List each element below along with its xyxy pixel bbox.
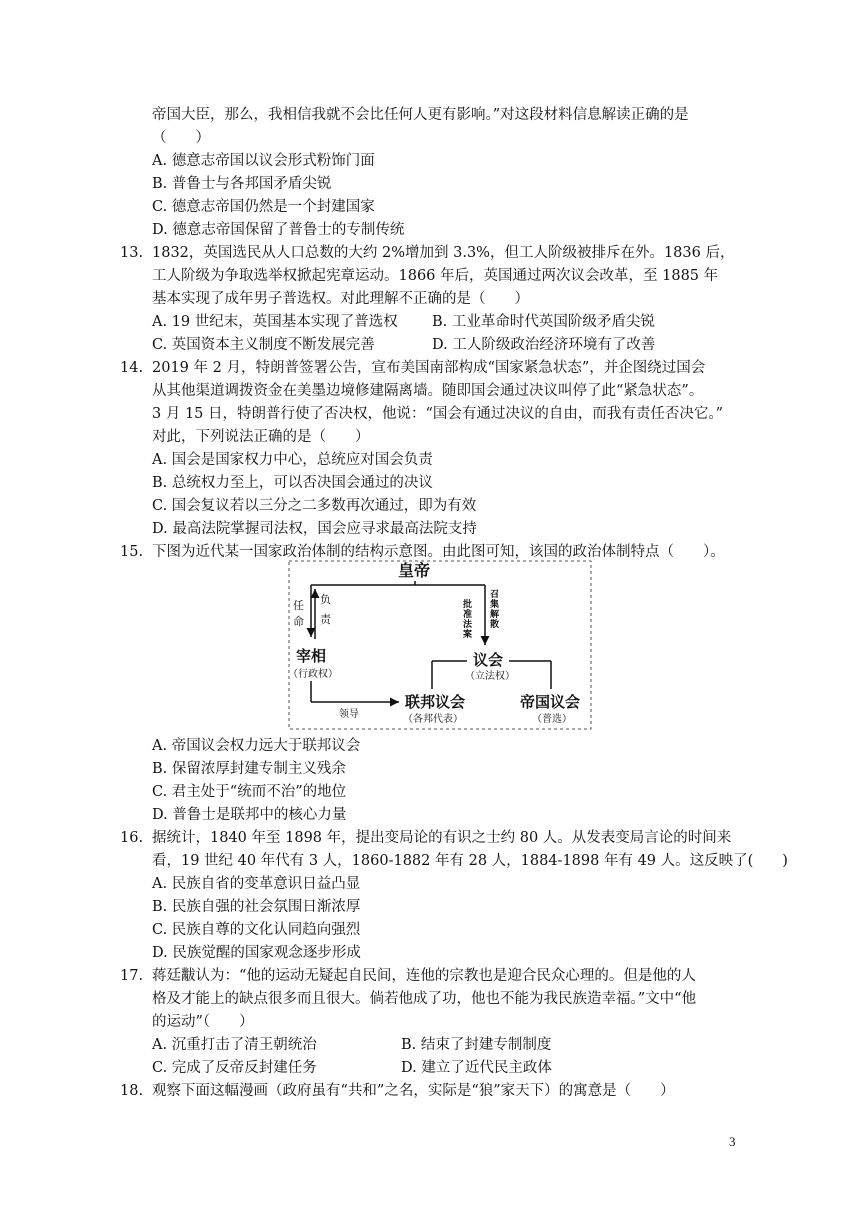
diagram-label-appoint: 任命	[293, 599, 304, 628]
q16-text-line: 据统计，1840 年至 1898 年，提出变局论的有识之士约 80 人。从发表变局言论的时间来	[152, 830, 732, 846]
q16-option-c: C. 民族自尊的文化认同趋向强烈	[152, 922, 361, 938]
q12-text-line: 帝国大臣，那么，我相信我就不会比任何人更有影响。”对这段材料信息解读正确的是	[152, 107, 689, 123]
q13-option-d: D. 工人阶级政治经济环境有了改善	[432, 337, 656, 353]
q17-number: 17.	[120, 968, 144, 984]
q17-option-a: A. 沉重打击了清王朝统治	[152, 1037, 317, 1053]
q14-option-d: D. 最高法院掌握司法权，国会应寻求最高法院支持	[152, 521, 477, 537]
q17-option-b: B. 结束了封建专制制度	[401, 1037, 552, 1053]
diagram-label-lead: 领导	[339, 709, 359, 720]
diagram-label-responsible: 负责	[320, 593, 331, 626]
q17-text-line: 蒋廷黻认为：“他的运动无疑起自民间，连他的宗教也是迎合民众心理的。但是他的人	[152, 968, 696, 984]
q16-option-d: D. 民族觉醒的国家观念逐步形成	[152, 945, 361, 961]
diagram-imperial-diet: 帝国议会	[520, 693, 581, 711]
q15-option-d: D. 普鲁士是联邦中的核心力量	[152, 807, 347, 823]
diagram-label-convene: 召集解散	[490, 590, 500, 630]
q15-option-c: C. 君主处于“统而不治”的地位	[152, 784, 347, 800]
q18-number: 18.	[120, 1083, 144, 1099]
q13-text-line: 基本实现了成年男子普选权。对此理解不正确的是（ ）	[152, 291, 529, 307]
q16-option-a: A. 民族自省的变革意识日益凸显	[152, 876, 361, 892]
q14-option-b: B. 总统权力至上，可以否决国会通过的决议	[152, 475, 433, 491]
q13-option-a: A. 19 世纪末，英国基本实现了普选权	[152, 314, 398, 330]
q14-text-line: 2019 年 2 月，特朗普签署公告，宣布美国南部构成“国家紧急状态”，并企图绕过国会	[152, 360, 706, 376]
q15-option-a: A. 帝国议会权力远大于联邦议会	[152, 738, 361, 754]
q13-text-line: 工人阶级为争取选举权掀起宪章运动。1866 年后，英国通过两次议会改革，至 1885 年	[152, 268, 719, 284]
diagram-parliament: 议会	[473, 651, 504, 669]
q15-option-b: B. 保留浓厚封建专制主义残余	[152, 761, 346, 777]
q12-answer-blank: （ ）	[152, 130, 210, 146]
q16-option-b: B. 民族自强的社会氛围日渐浓厚	[152, 899, 361, 915]
q14-number: 14.	[120, 360, 144, 376]
q14-option-a: A. 国会是国家权力中心，总统应对国会负责	[152, 452, 433, 468]
diagram-imperial-sub: （普选）	[532, 714, 572, 725]
q17-option-c: C. 完成了反帝反封建任务	[152, 1060, 317, 1076]
q14-text-line: 从其他渠道调拨资金在美墨边境修建隔离墙。随即国会通过决议叫停了此“紧急状态”。	[152, 383, 704, 399]
q12-option-b: B. 普鲁士与各邦国矛盾尖锐	[152, 176, 332, 192]
q18-text-line: 观察下面这幅漫画（政府虽有“共和”之名，实际是“狼”家天下）的寓意是（ ）	[152, 1083, 675, 1099]
q15-number: 15.	[120, 544, 144, 560]
diagram-label-approve: 批准法案	[463, 600, 473, 640]
q12-option-c: C. 德意志帝国仍然是一个封建国家	[152, 199, 375, 215]
q13-text-line: 1832，英国选民从人口总数的大约 2%增加到 3.3%，但工人阶级被排斥在外。1836 后，	[152, 245, 735, 261]
q14-text-line: 对此，下列说法正确的是（ ）	[152, 429, 370, 445]
q16-number: 16.	[120, 830, 144, 846]
diagram-federal-sub: （各邦代表）	[403, 714, 463, 725]
diagram-federal-council: 联邦议会	[405, 693, 466, 711]
q14-option-c: C. 国会复议若以三分之二多数再次通过，即为有效	[152, 498, 477, 514]
diagram-chancellor-sub: （行政权）	[288, 669, 338, 680]
q13-number: 13.	[120, 245, 144, 261]
diagram-chancellor: 宰相	[296, 647, 327, 665]
q14-text-line: 3 月 15 日，特朗普行使了否决权，他说：“国会有通过决议的自由，而我有责任否决它。”	[152, 406, 724, 422]
q17-text-line: 格及才能上的缺点很多而且很大。倘若他成了功，他也不能为我民族造幸福。”文中“他	[152, 991, 697, 1007]
diagram-parliament-sub: （立法权）	[465, 671, 515, 682]
diagram-emperor: 皇帝	[398, 561, 431, 580]
q17-option-d: D. 建立了近代民主政体	[401, 1060, 552, 1076]
q16-text-line: 看，19 世纪 40 年代有 3 人，1860-1882 年有 28 人，1884-1898 年有 49 人。这反映了( )	[152, 853, 788, 869]
page-number: 3	[729, 1134, 736, 1149]
q17-text-line: 的运动”（ ）	[152, 1014, 254, 1030]
q12-option-d: D. 德意志帝国保留了普鲁士的专制传统	[152, 222, 405, 238]
q13-option-c: C. 英国资本主义制度不断发展完善	[152, 337, 375, 353]
q12-option-a: A. 德意志帝国以议会形式粉饰门面	[152, 153, 375, 169]
q15-text-line: 下图为近代某一国家政治体制的结构示意图。由此图可知，该国的政治体制特点（ ）。	[152, 544, 725, 560]
political-structure-diagram	[287, 559, 593, 731]
q13-option-b: B. 工业革命时代英国阶级矛盾尖锐	[432, 314, 655, 330]
